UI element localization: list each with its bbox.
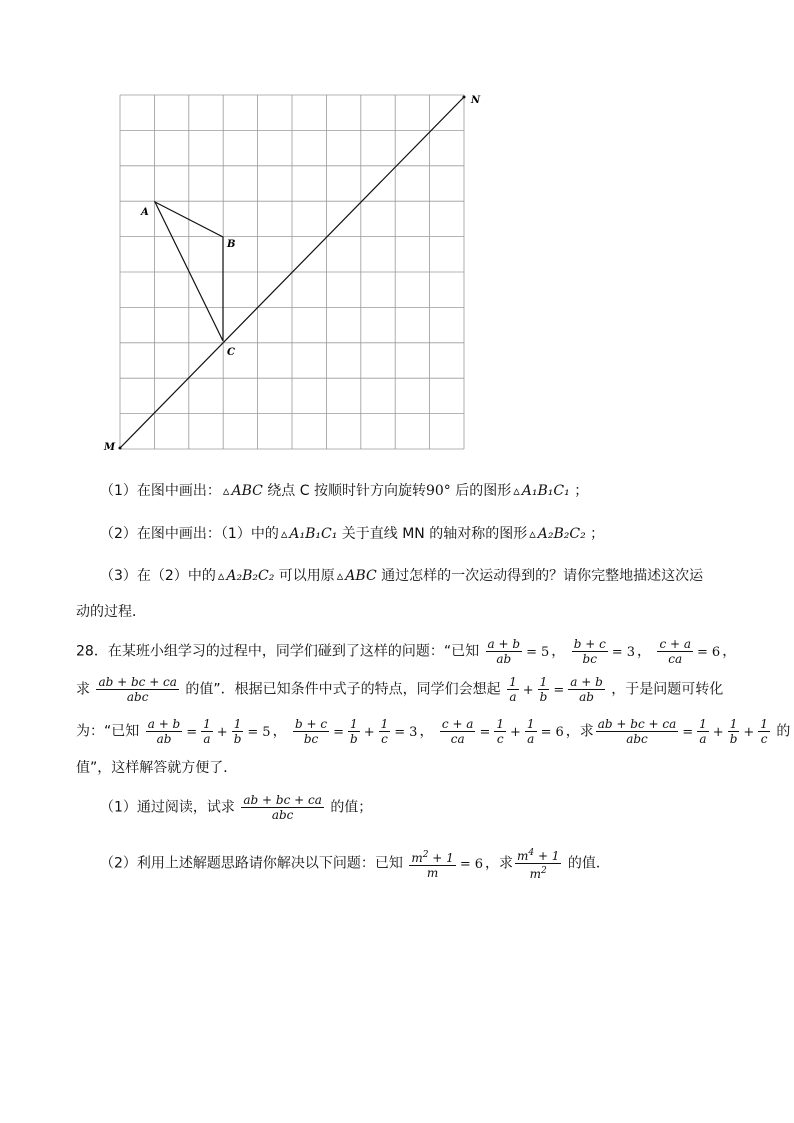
q28-part2: （2）利用上述解题思路请你解决以下问题：已知 $\frac{m^2 + 1}{m}$ = 6 ，求 $\frac{m^4 + 1}{m^2}$ 的值． [100,848,610,881]
frac-a-plus-b-over-ab: $\frac{a + b}{ab}$ [487,637,521,666]
frac-target: $\frac{ab + bc + ca}{\text{abc}}$ [98,675,177,704]
label-m: M [104,442,116,453]
q28-line4: 值”，这样解答就方便了． [76,760,238,776]
q28-line2: 求 $\frac{ab + bc + ca}{\text{abc}}$ 的值”．根据已知条件中式子的特点，同学们会想起 $\frac{1}{a}$ + $\frac{1}{b}$ = $\frac{a + b}{ab}$ ，于是问题可转化 [76,675,724,704]
q28-line3: 为：“已知 $\frac{a + b}{ab}$ = $\frac{1}{a}$ + $\frac{1}{b}$ = 5 ， $\frac{b + c}{bc}$ = $\frac{1}{b}$ + $\frac{1}{c}$ = 3 ， $\frac{c + a}{ca}$ = $\frac{1}{c}$ + $\frac{1}{a}$ = 6 ，求 $\frac{ab + bc + ca}{\text{abc}}$ = $\frac{1}{a}$ + $\frac{1}{b}$ + $\frac{1}{c}$ 的 [76,717,791,746]
q27-part1: （1）在图中画出： ▵ ABC 绕点 C 按顺时针方向旋转90° 后的图形 ▵ A₁B₁C₁ ； [100,483,589,499]
q27-part3: （3）在（2）中的 ▵ A₂B₂C₂ 可以用原 ▵ ABC 通过怎样的一次运动得到的？请你完整地描述这次运 [100,568,704,584]
label-a: A [141,207,149,218]
frac-b-plus-c-over-bc: $\frac{b + c}{bc}$ [573,637,606,666]
grid-figure [0,0,794,470]
q27-part3-cont: 动的过程． [76,604,146,620]
q28-line1: 28．在某班小组学习的过程中，同学们碰到了这样的问题：“已知 $\frac{a + b}{ab}$ = 5 ， $\frac{b + c}{bc}$ = 3 ， $\frac{c + a}{ca}$ = 6 ， [76,637,737,666]
label-c: C [227,347,235,358]
q28-part1: （1）通过阅读，试求 $\frac{ab + bc + ca}{\text{abc}}$ 的值； [100,793,373,822]
point-n [463,96,466,99]
q27-part2: （2）在图中画出：（1）中的 ▵ A₁B₁C₁ 关于直线 MN 的轴对称的图形 ▵ A₂B₂C₂ ； [100,526,605,542]
label-b: B [227,239,236,250]
label-n: N [471,95,481,106]
frac-c-plus-a-over-ca: $\frac{c + a}{ca}$ [659,637,691,666]
point-m [119,447,122,450]
